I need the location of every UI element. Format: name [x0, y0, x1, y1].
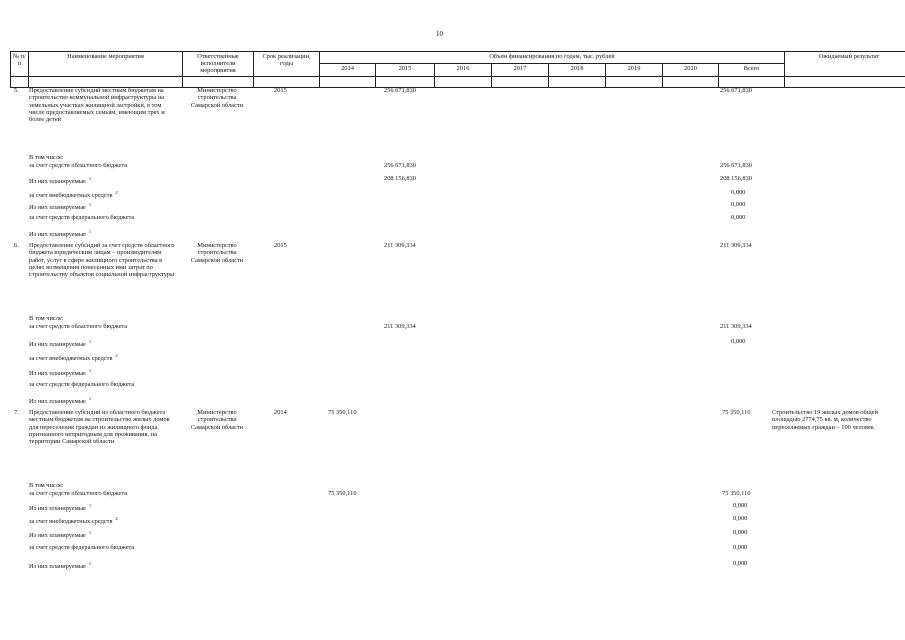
item-number: 5. — [14, 87, 19, 94]
page-number: 10 — [436, 30, 443, 38]
row-planned-label: Из них планируемые $^1$ — [29, 396, 92, 406]
item-number: 6. — [14, 242, 19, 249]
row-regional-2014: 75 350,110 — [328, 490, 357, 497]
item-name: Предоставление субсидий за счет средств областного бюджета юридическим лицам – производителям работ, услуг в сфере жилищного строительства в целях возмещения понесенных ими затрат по строительству объектов социальной инфраструктуры — [29, 242, 175, 279]
row-planned-label: Из них планируемые $^1$ — [29, 339, 92, 349]
row-planned-total: 208 156,830 — [720, 175, 752, 182]
row-regional-label: за счет средств областного бюджета — [29, 323, 128, 330]
row-planned-total: 0,000 — [733, 502, 748, 509]
row-extrabudget-label: за счет внебюджетных средств $^2$ — [29, 190, 118, 200]
item-name: Предоставление субсидий из областного бюджета местным бюджетам на строительство жилых домов для переселения граждан из жилищного фонда, признанного непригодным для проживания, на территории Самарской области — [29, 409, 170, 446]
item-executor: Министерство строительства Самарской области — [190, 409, 244, 431]
row-regional-2015: 211 309,334 — [384, 323, 416, 330]
item-expected-result: Строительство 19 жилых домов общей площадью 2774,75 кв. м, количество переселяемых граждан – 100 человек — [772, 409, 878, 431]
total-header: Всего — [719, 64, 785, 76]
row-planned-total: 0,000 — [733, 529, 748, 536]
col-term-header: Срок реализации, годы — [254, 52, 320, 77]
col-executor-header: Ответственные исполнители мероприятия — [183, 52, 254, 77]
item-name: Предоставление субсидий местным бюджетам на строительство коммунальной инфраструктуры на земельных участках жилищной застройки, в том числе предоставляемых семьям, имеющим трех и более детей — [29, 87, 165, 124]
item-term: 2015 — [274, 87, 287, 94]
item-term: 2014 — [274, 409, 287, 416]
row-extrabudget-total: 0,000 — [731, 189, 746, 196]
row-planned-total: 0,000 — [731, 338, 746, 345]
year-2015-header: 2015 — [376, 64, 435, 76]
row-planned-label: Из них планируемые $^1$ — [29, 368, 92, 378]
row-federal-total: 0,000 — [733, 544, 748, 551]
row-planned-total: 0,000 — [733, 560, 748, 567]
year-2016-header: 2016 — [435, 64, 492, 76]
col-number-header: № п/п — [11, 52, 29, 77]
year-2017-header: 2017 — [492, 64, 549, 76]
row-regional-total: 75 350,110 — [722, 490, 751, 497]
header-table — [10, 51, 905, 88]
row-regional-label: за счет средств областного бюджета — [29, 490, 128, 497]
row-regional-label: за счет средств областного бюджета — [29, 162, 128, 169]
item-value-2014: 75 350,110 — [328, 409, 357, 416]
item-executor: Министерство строительства Самарской области — [190, 87, 244, 109]
row-extrabudget-label: за счет внебюджетных средств $^2$ — [29, 353, 118, 363]
row-federal-label: за счет средств федерального бюджета — [29, 214, 135, 221]
year-2020-header: 2020 — [663, 64, 719, 76]
col-result-header: Ожидаемый результат — [785, 52, 905, 77]
item-value-total: 211 309,334 — [720, 242, 752, 249]
subtotal-intro: В том числе: — [29, 154, 64, 161]
row-extrabudget-total: 0,000 — [733, 515, 748, 522]
row-federal-label: за счет средств федерального бюджета — [29, 544, 135, 551]
item-value-total: 256 671,830 — [720, 87, 752, 94]
row-federal-label: за счет средств федерального бюджета — [29, 381, 135, 388]
row-planned-label: Из них планируемые $^1$ — [29, 202, 92, 212]
year-2018-header: 2018 — [549, 64, 606, 76]
row-extrabudget-label: за счет внебюджетных средств $^2$ — [29, 516, 118, 526]
row-planned-label: Из них планируемые $^1$ — [29, 503, 92, 513]
row-federal-total: 0,000 — [731, 214, 746, 221]
item-executor: Министерство строительства Самарской области — [190, 242, 244, 264]
col-name-header: Наименование мероприятия — [29, 52, 183, 77]
year-2014-header: 2014 — [320, 64, 376, 76]
row-planned-label: Из них планируемые $^1$ — [29, 561, 92, 571]
row-planned-label: Из них планируемые $^1$ — [29, 229, 92, 239]
subtotal-intro: В том числе: — [29, 482, 64, 489]
item-number: 7. — [14, 409, 19, 416]
row-planned-label: Из них планируемые $^1$ — [29, 530, 92, 540]
item-value-2015: 256 671,830 — [384, 87, 416, 94]
subtotal-intro: В том числе: — [29, 315, 64, 322]
row-planned-label: Из них планируемые $^1$ — [29, 176, 92, 186]
row-planned-total: 0,000 — [731, 201, 746, 208]
item-value-total: 75 350,110 — [722, 409, 751, 416]
row-planned-2015: 208 156,830 — [384, 175, 416, 182]
row-regional-total: 211 309,334 — [720, 323, 752, 330]
year-2019-header: 2019 — [606, 64, 663, 76]
row-regional-total: 256 671,830 — [720, 162, 752, 169]
row-regional-2015: 256 671,830 — [384, 162, 416, 169]
item-term: 2015 — [274, 242, 287, 249]
col-financing-header: Объем финансирования по годам, тыс. рублей — [320, 52, 785, 64]
item-value-2015: 211 309,334 — [384, 242, 416, 249]
